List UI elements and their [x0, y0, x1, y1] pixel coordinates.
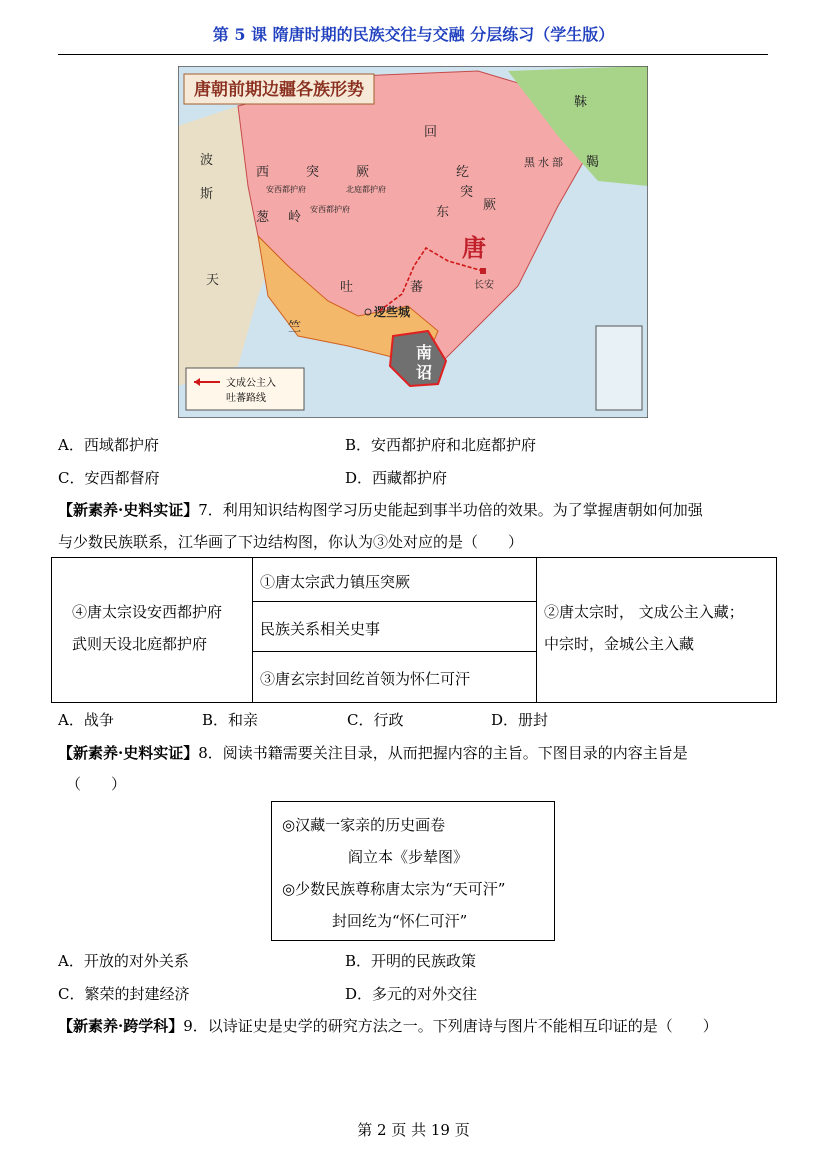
map-label-dongtujue-2: 突: [460, 185, 474, 200]
map-legend-text-2: 吐蕃路线: [226, 393, 266, 404]
map-label-changan: 长安: [474, 280, 494, 291]
page-footer: 第 2 页 共 19 页: [357, 1121, 470, 1139]
map-label-tianzhu-1: 天: [206, 273, 220, 288]
map-label-nanzhao-1: 南: [416, 343, 433, 362]
q7-text-1: 7．利用知识结构图学习历史能起到事半功倍的效果。为了掌握唐朝如何加强: [198, 501, 703, 519]
map-title: 唐朝前期边疆各族形势: [194, 80, 364, 100]
q7-tag: 【新素养·史料实证】: [58, 501, 199, 519]
map-label-heishui-3: 部: [552, 156, 563, 169]
table-divider-h2: [252, 651, 536, 652]
map-label-bosi-1: 波: [200, 153, 214, 168]
q7-question-line-1: [58, 499, 703, 520]
map-label-beiting: 北庭都护府: [346, 185, 386, 194]
q6-option-b: B．安西都护府和北庭都护府: [345, 436, 537, 454]
table-mid-cell-1: ①唐太宗武力镇压突厥: [260, 573, 411, 591]
contents-line-3: ◎少数民族尊称唐太宗为“天可汗”: [282, 880, 506, 898]
table-left-line-1: ④唐太宗设安西都护府: [72, 603, 223, 621]
map-label-anxi: 安西都护府: [266, 185, 306, 194]
q8-contents-box: [271, 801, 555, 941]
table-divider-right: [536, 558, 537, 702]
q7-option-a: A．战争: [58, 711, 114, 729]
q8-tag: 【新素养·史料实证】: [58, 744, 199, 762]
q8-question-line-2: （ ）: [66, 775, 127, 793]
map-legend-text-1b: 文成公主入: [226, 378, 276, 389]
q9-question-line: [58, 1015, 718, 1036]
map-label-heishui-1: 黑: [524, 156, 535, 169]
q6-option-c: C．安西都督府: [58, 469, 160, 487]
map-inset-box: [596, 326, 642, 410]
contents-line-2: 阎立本《步辇图》: [348, 848, 469, 866]
map-label-huihe-1: 回: [424, 125, 438, 140]
map-label-xitujue-2: 突: [306, 165, 320, 180]
map-label-mohe-2: 鞨: [586, 155, 600, 170]
map-label-tang: 唐: [462, 233, 486, 262]
map-label-congling-1: 葱: [256, 210, 270, 225]
q7-option-b: B．和亲: [202, 711, 259, 729]
table-mid-cell-2: 民族关系相关史事: [260, 620, 381, 638]
map-label-bosi-2: 斯: [200, 187, 214, 202]
q8-option-c: C．繁荣的封建经济: [58, 985, 190, 1003]
map-label-xitujue-3: 厥: [356, 165, 370, 180]
map-label-congling-2: 岭: [288, 210, 302, 225]
q8-option-d: D．多元的对外交往: [345, 985, 478, 1003]
map-label-tianzhu-2: 竺: [288, 320, 302, 335]
q9-text: 9．以诗证史是史学的研究方法之一。下列唐诗与图片不能相互印证的是（ ）: [183, 1017, 718, 1035]
q6-option-a: A．西域都护府: [58, 436, 159, 454]
map-label-dongtujue-3: 厥: [483, 198, 497, 213]
map-label-tubo-1: 吐: [340, 280, 354, 295]
map-label-heishui-2: 水: [538, 156, 549, 169]
q8-option-a: A．开放的对外关系: [58, 952, 189, 970]
q8-text-1: 8．阅读书籍需要关注目录，从而把握内容的主旨。下图目录的内容主旨是: [198, 744, 688, 762]
page-header-title: 第 5 课 隋唐时期的民族交往与交融 分层练习（学生版）: [212, 25, 615, 44]
table-right-line-1: ②唐太宗时， 文成公主入藏；: [544, 603, 744, 621]
map-label-mohe-1: 靺: [574, 95, 588, 110]
tang-frontier-map: [178, 66, 648, 418]
table-divider-h1: [252, 601, 536, 602]
table-mid-cell-3: ③唐玄宗封回纥首领为怀仁可汗: [260, 670, 471, 688]
map-label-huihe-2: 纥: [456, 165, 470, 180]
map-label-dongtujue-1: 东: [436, 205, 450, 220]
q7-question-line-2: 与少数民族联系，江华画了下边结构图，你认为③处对应的是（ ）: [58, 533, 524, 551]
table-right-line-2: 中宗时，金城公主入藏: [544, 635, 695, 653]
map-label-nanzhao-2: 诏: [416, 363, 433, 382]
q9-tag: 【新素养·跨学科】: [58, 1017, 184, 1035]
q8-option-b: B．开明的民族政策: [345, 952, 477, 970]
q7-structure-table: [51, 557, 777, 703]
contents-line-1: ◎汉藏一家亲的历史画卷: [282, 816, 446, 834]
map-label-luoxiecheng: 逻些城: [374, 305, 411, 319]
q7-option-c: C．行政: [347, 711, 404, 729]
map-label-anxi2: 安西都护府: [310, 205, 350, 214]
header-divider: [58, 54, 768, 55]
q6-option-d: D．西藏都护府: [345, 469, 448, 487]
table-left-line-2: 武则天设北庭都护府: [72, 635, 208, 653]
map-label-xitujue-1: 西: [256, 165, 270, 180]
map-label-tubo-2: 蕃: [410, 280, 424, 295]
q8-question-line-1: [58, 742, 688, 763]
q7-option-d: D．册封: [491, 711, 549, 729]
contents-line-4: 封回纥为“怀仁可汗”: [332, 912, 468, 930]
table-divider-left: [252, 558, 253, 702]
